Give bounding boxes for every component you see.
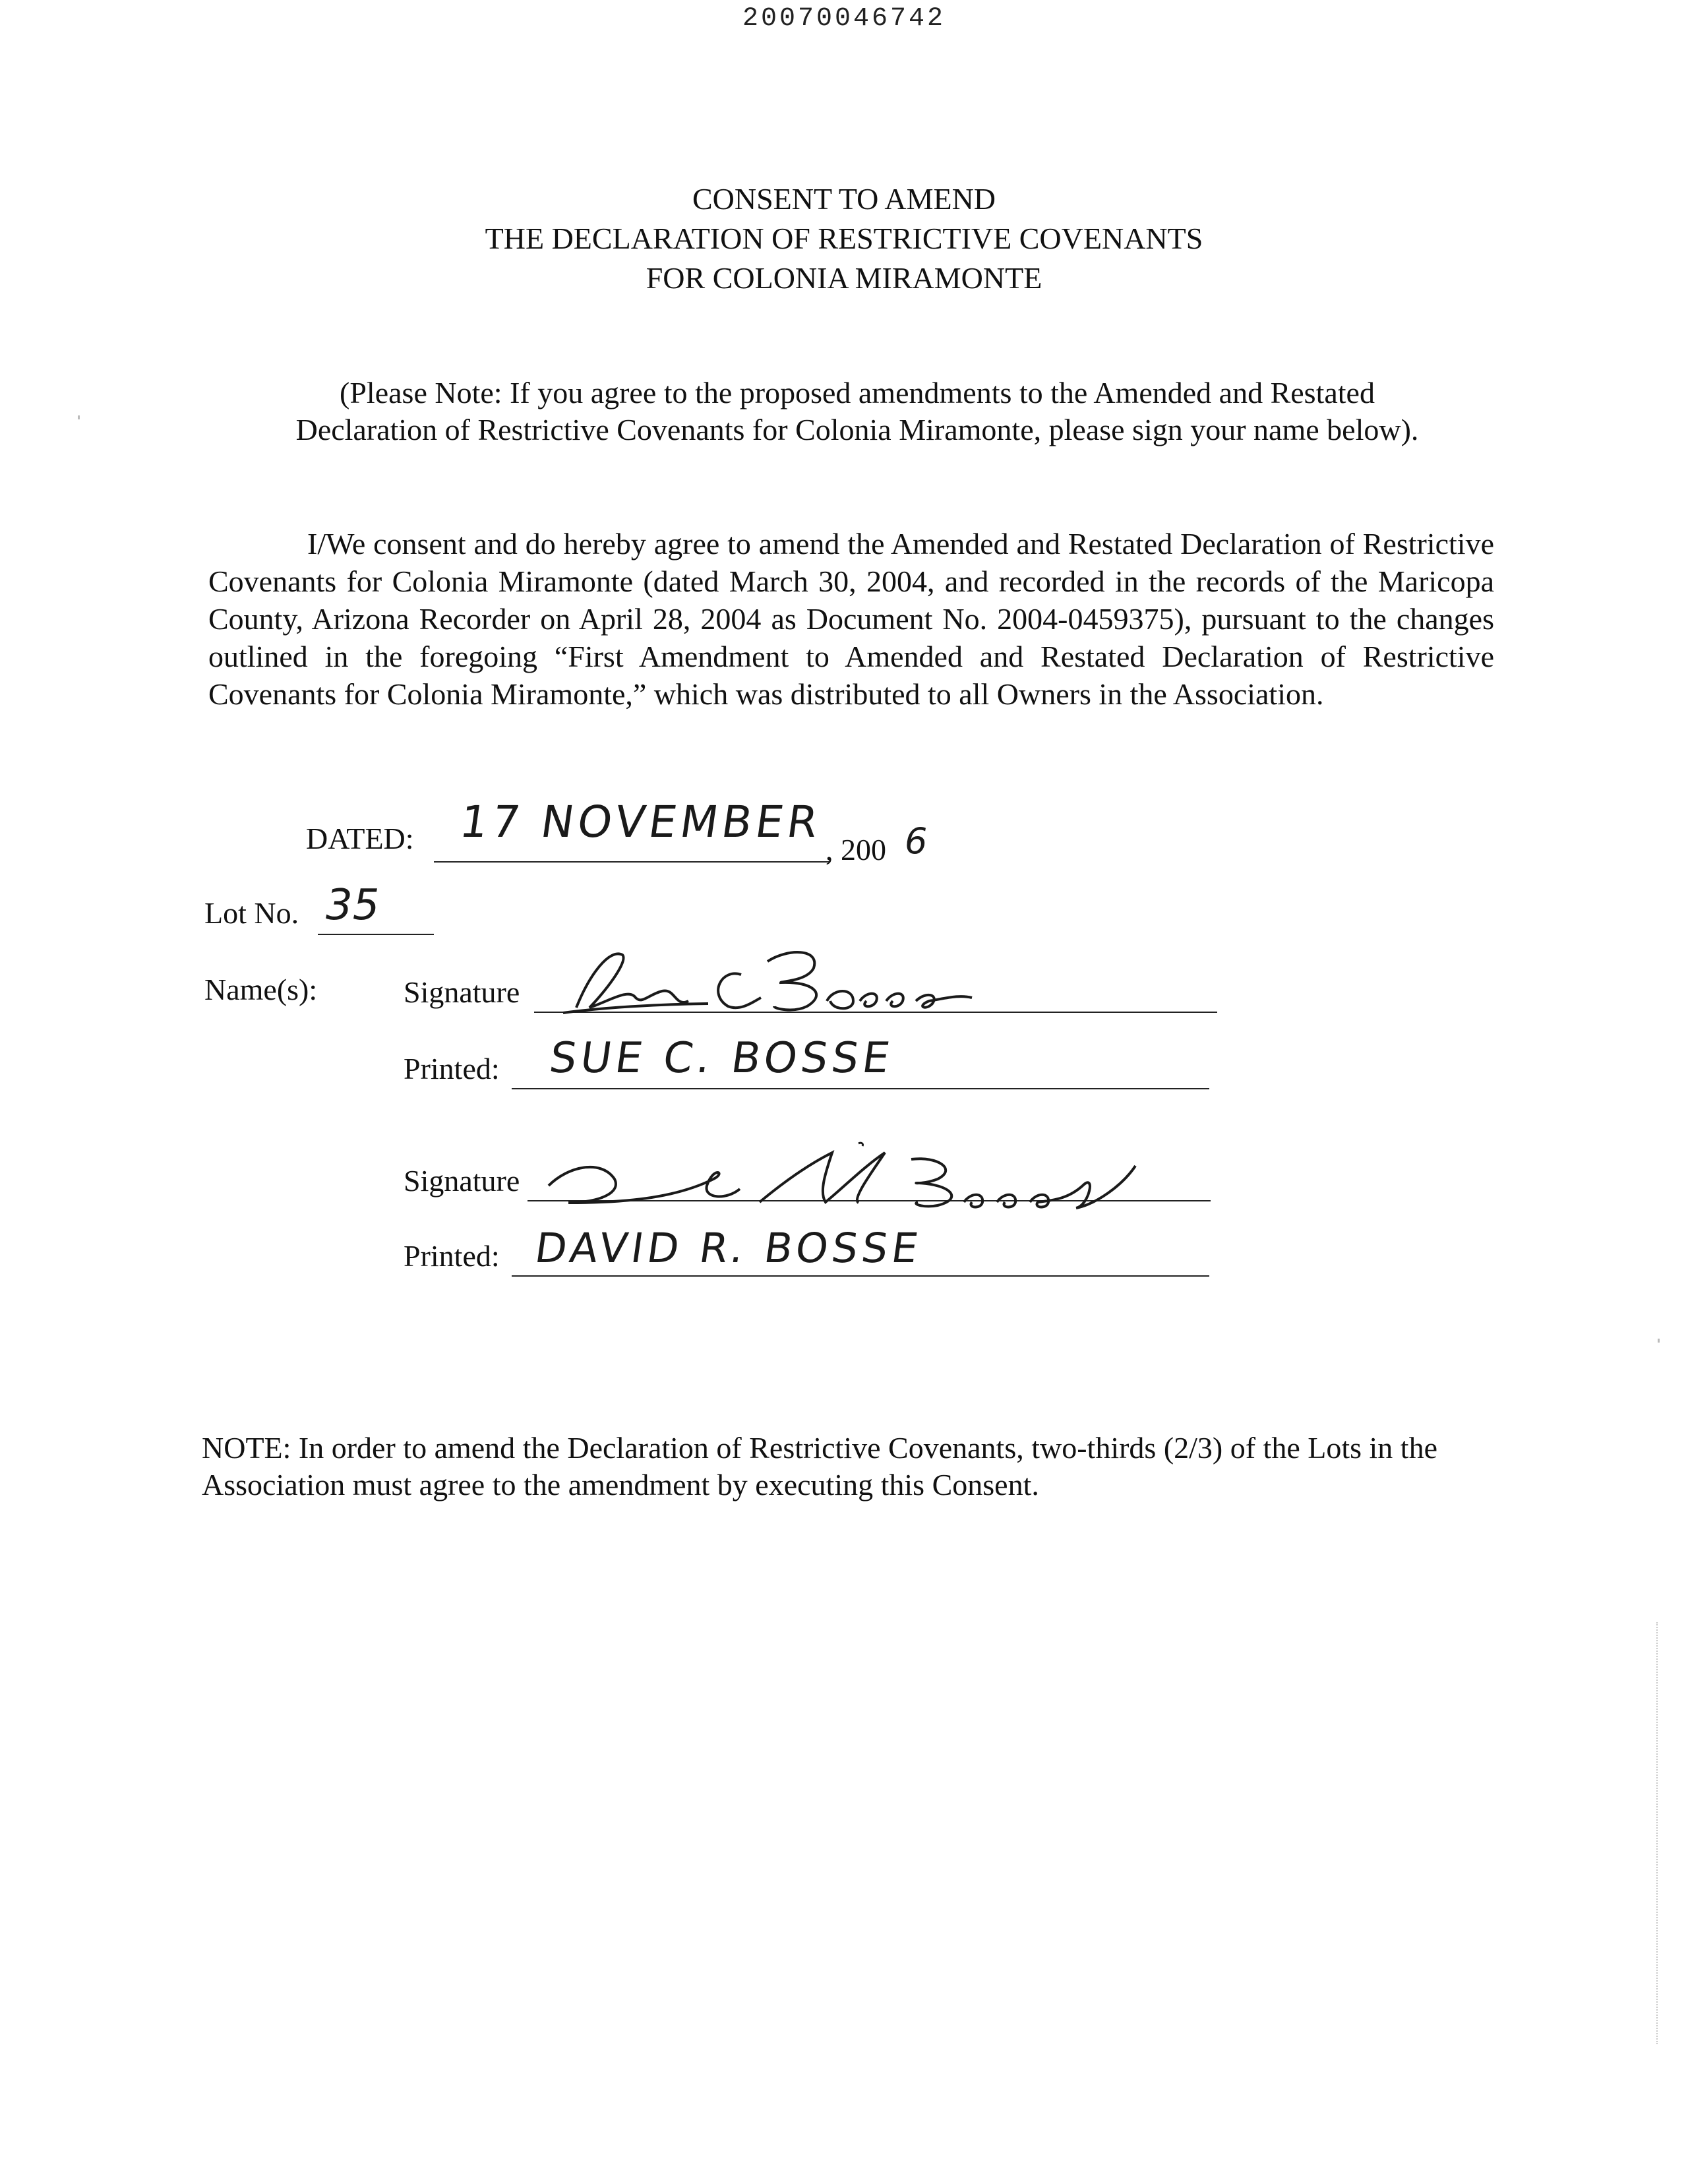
printed-2-value: DAVID R. BOSSE <box>531 1224 925 1272</box>
consent-paragraph: I/We consent and do hereby agree to amend the Amended and Restated Declaration of Restrictive Covenants for Colonia Miramonte (dated March 30, 2004, and recorded in the records of the Maricopa County, Arizona Recorder on April 28, 2004 as Document No. 2004-0459375), pursuant to the changes outlined in the foregoing “First Amendment to Amended and Restated Declaration of Restrictive Covenants for Colonia Miramonte,” which was distributed to all Owners in the Association. <box>208 527 1494 711</box>
printed-1-value: SUE C. BOSSE <box>546 1034 897 1083</box>
dated-value: 17 NOVEMBER <box>456 797 826 847</box>
printed-1-label: Printed: <box>404 1052 500 1085</box>
lot-value: 35 <box>326 881 380 930</box>
lot-label: Lot No. <box>204 896 299 930</box>
document-title <box>0 179 1688 298</box>
note-paragraph: NOTE: In order to amend the Declaration of Restrictive Covenants, two-thirds (2/3) of the Lots in the Association must agree to the amendment by executing this Consent. <box>202 1431 1438 1502</box>
signature-1-handwriting <box>550 935 998 1021</box>
year-suffix: 6 <box>905 820 928 862</box>
scan-speck <box>78 415 80 419</box>
printed-2-line <box>512 1275 1209 1277</box>
recording-number: 20070046742 <box>742 4 946 34</box>
title-line-2: THE DECLARATION OF RESTRICTIVE COVENANTS <box>485 222 1203 255</box>
signature-2-handwriting <box>542 1139 1228 1225</box>
names-label: Name(s): <box>204 973 318 1006</box>
title-line-3: FOR COLONIA MIRAMONTE <box>646 261 1042 295</box>
scan-margin-dots <box>1656 1622 1660 2044</box>
dated-line <box>434 861 829 863</box>
scan-speck <box>1658 1339 1660 1343</box>
signature-1-label: Signature <box>404 975 520 1009</box>
title-line-1: CONSENT TO AMEND <box>692 182 996 216</box>
year-prefix: , 200 <box>826 833 886 866</box>
printed-1-line <box>512 1088 1209 1089</box>
please-note-line-1: (Please Note: If you agree to the proposed amendments to the Amended and Restated <box>340 376 1375 410</box>
please-note-line-2: Declaration of Restrictive Covenants for Colonia Miramonte, please sign your name below). <box>295 413 1419 446</box>
printed-2-label: Printed: <box>404 1239 500 1273</box>
signature-2-label: Signature <box>404 1164 520 1198</box>
lot-line <box>318 934 434 935</box>
please-note <box>198 375 1517 448</box>
dated-label: DATED: <box>306 822 414 855</box>
